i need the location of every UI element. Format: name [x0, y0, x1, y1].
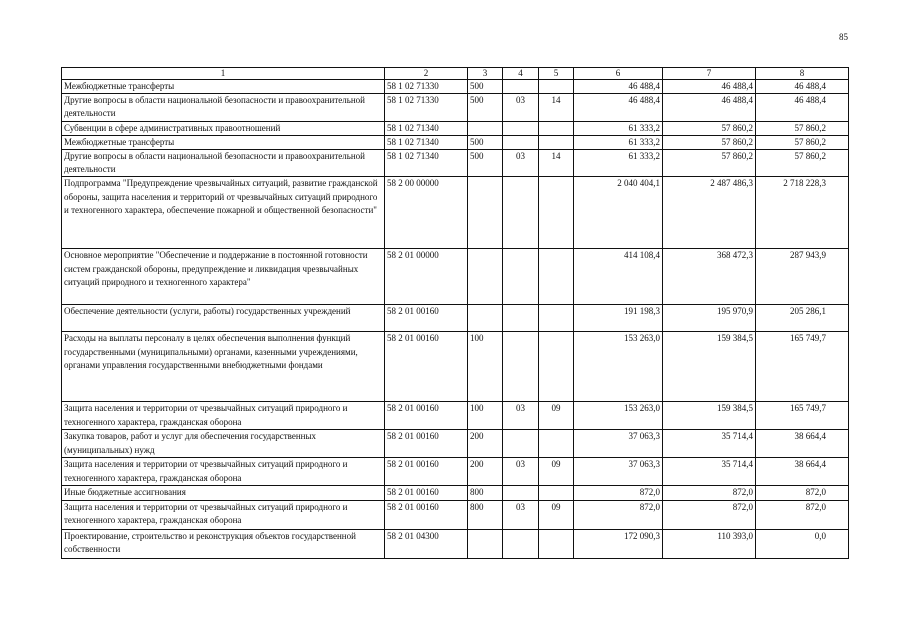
row-value-col8: 872,0 — [756, 486, 849, 500]
row-expense-type: 500 — [468, 80, 503, 94]
row-expense-type — [468, 121, 503, 135]
column-number: 6 — [574, 68, 663, 80]
row-value-col6: 37 063,3 — [574, 430, 663, 458]
row-expense-type: 800 — [468, 486, 503, 500]
row-value-col7: 159 384,5 — [663, 332, 756, 402]
row-name: Основное мероприятие "Обеспечение и поддержание в постоянной готовности систем гражданской обороны, предупреждение и ликвидация чрезвычайных ситуаций природного и техногенного характера" — [62, 249, 385, 305]
row-section — [503, 249, 539, 305]
row-section: 03 — [503, 94, 539, 121]
column-number: 4 — [503, 68, 539, 80]
row-target-code: 58 2 01 00160 — [385, 332, 468, 402]
row-section — [503, 80, 539, 94]
row-subsection: 14 — [539, 94, 574, 121]
row-name: Другие вопросы в области национальной безопасности и правоохранительной деятельности — [62, 150, 385, 177]
row-value-col8: 0,0 — [756, 529, 849, 558]
row-value-col6: 414 108,4 — [574, 249, 663, 305]
row-name: Защита населения и территории от чрезвычайных ситуаций природного и техногенного характера, гражданская оборона — [62, 402, 385, 430]
row-value-col8: 57 860,2 — [756, 135, 849, 149]
row-target-code: 58 1 02 71330 — [385, 94, 468, 121]
row-target-code: 58 2 01 00160 — [385, 486, 468, 500]
row-expense-type: 500 — [468, 94, 503, 121]
row-subsection — [539, 529, 574, 558]
row-subsection — [539, 177, 574, 249]
row-target-code: 58 2 01 00000 — [385, 249, 468, 305]
row-section — [503, 121, 539, 135]
row-target-code: 58 2 01 00160 — [385, 430, 468, 458]
row-value-col6: 172 090,3 — [574, 529, 663, 558]
row-subsection — [539, 486, 574, 500]
column-number: 1 — [62, 68, 385, 80]
row-value-col8: 165 749,7 — [756, 332, 849, 402]
table-row — [62, 529, 849, 558]
row-expense-type — [468, 177, 503, 249]
row-target-code: 58 2 01 00160 — [385, 458, 468, 486]
row-value-col6: 61 333,2 — [574, 121, 663, 135]
row-value-col7: 368 472,3 — [663, 249, 756, 305]
row-value-col7: 57 860,2 — [663, 150, 756, 177]
row-value-col7: 35 714,4 — [663, 430, 756, 458]
row-value-col8: 38 664,4 — [756, 430, 849, 458]
table-row — [62, 150, 849, 177]
table-row — [62, 458, 849, 486]
row-expense-type: 200 — [468, 430, 503, 458]
row-expense-type — [468, 249, 503, 305]
row-target-code: 58 1 02 71340 — [385, 135, 468, 149]
row-subsection — [539, 135, 574, 149]
row-name: Межбюджетные трансферты — [62, 135, 385, 149]
row-target-code: 58 2 01 00160 — [385, 500, 468, 529]
row-name: Проектирование, строительство и реконструкция объектов государственной собственности — [62, 529, 385, 558]
row-value-col8: 57 860,2 — [756, 121, 849, 135]
row-value-col6: 46 488,4 — [574, 94, 663, 121]
row-expense-type: 800 — [468, 500, 503, 529]
row-value-col6: 153 263,0 — [574, 402, 663, 430]
row-value-col8: 287 943,9 — [756, 249, 849, 305]
row-expense-type: 100 — [468, 332, 503, 402]
row-name: Другие вопросы в области национальной безопасности и правоохранительной деятельности — [62, 94, 385, 121]
row-value-col7: 35 714,4 — [663, 458, 756, 486]
page-number: 85 — [839, 32, 848, 42]
row-expense-type — [468, 529, 503, 558]
row-name: Иные бюджетные ассигнования — [62, 486, 385, 500]
row-expense-type: 100 — [468, 402, 503, 430]
row-section: 03 — [503, 150, 539, 177]
table-row — [62, 135, 849, 149]
row-subsection — [539, 332, 574, 402]
row-target-code: 58 2 00 00000 — [385, 177, 468, 249]
row-value-col8: 872,0 — [756, 500, 849, 529]
row-value-col6: 872,0 — [574, 486, 663, 500]
row-value-col8: 2 718 228,3 — [756, 177, 849, 249]
row-section — [503, 430, 539, 458]
row-target-code: 58 1 02 71340 — [385, 121, 468, 135]
row-target-code: 58 2 01 00160 — [385, 402, 468, 430]
budget-table — [61, 67, 849, 559]
row-value-col8: 38 664,4 — [756, 458, 849, 486]
column-number: 7 — [663, 68, 756, 80]
row-name: Обеспечение деятельности (услуги, работы) государственных учреждений — [62, 305, 385, 332]
row-subsection — [539, 430, 574, 458]
row-value-col8: 165 749,7 — [756, 402, 849, 430]
row-subsection: 09 — [539, 500, 574, 529]
column-number: 2 — [385, 68, 468, 80]
row-value-col6: 153 263,0 — [574, 332, 663, 402]
row-value-col7: 46 488,4 — [663, 94, 756, 121]
table-row — [62, 402, 849, 430]
table-row — [62, 80, 849, 94]
row-target-code: 58 1 02 71340 — [385, 150, 468, 177]
row-name: Защита населения и территории от чрезвычайных ситуаций природного и техногенного характера, гражданская оборона — [62, 458, 385, 486]
table-row — [62, 332, 849, 402]
row-value-col7: 57 860,2 — [663, 135, 756, 149]
row-subsection: 09 — [539, 458, 574, 486]
row-name: Защита населения и территории от чрезвычайных ситуаций природного и техногенного характера, гражданская оборона — [62, 500, 385, 529]
row-expense-type — [468, 305, 503, 332]
row-name: Расходы на выплаты персоналу в целях обеспечения выполнения функций государственными (муниципальными) органами, казенными учреждениями, органами управления государственными внебюджетными фондами — [62, 332, 385, 402]
row-value-col6: 872,0 — [574, 500, 663, 529]
row-section — [503, 135, 539, 149]
column-number: 8 — [756, 68, 849, 80]
row-section — [503, 177, 539, 249]
table-row — [62, 305, 849, 332]
row-section: 03 — [503, 402, 539, 430]
row-section: 03 — [503, 500, 539, 529]
table-row — [62, 94, 849, 121]
table-row — [62, 430, 849, 458]
row-subsection — [539, 121, 574, 135]
row-section — [503, 305, 539, 332]
row-expense-type: 500 — [468, 135, 503, 149]
row-subsection — [539, 249, 574, 305]
row-value-col8: 205 286,1 — [756, 305, 849, 332]
row-expense-type: 500 — [468, 150, 503, 177]
row-target-code: 58 1 02 71330 — [385, 80, 468, 94]
row-value-col8: 46 488,4 — [756, 94, 849, 121]
row-value-col7: 2 487 486,3 — [663, 177, 756, 249]
table-row — [62, 500, 849, 529]
table-row — [62, 486, 849, 500]
column-number: 3 — [468, 68, 503, 80]
row-subsection — [539, 80, 574, 94]
row-value-col7: 872,0 — [663, 486, 756, 500]
row-value-col6: 46 488,4 — [574, 80, 663, 94]
row-value-col6: 2 040 404,1 — [574, 177, 663, 249]
row-section: 03 — [503, 458, 539, 486]
column-number-row — [62, 68, 849, 80]
row-name: Межбюджетные трансферты — [62, 80, 385, 94]
row-value-col7: 57 860,2 — [663, 121, 756, 135]
row-subsection — [539, 305, 574, 332]
row-value-col7: 872,0 — [663, 500, 756, 529]
table-row — [62, 249, 849, 305]
row-name: Закупка товаров, работ и услуг для обеспечения государственных (муниципальных) нужд — [62, 430, 385, 458]
row-value-col7: 159 384,5 — [663, 402, 756, 430]
row-expense-type: 200 — [468, 458, 503, 486]
row-subsection: 14 — [539, 150, 574, 177]
row-value-col7: 195 970,9 — [663, 305, 756, 332]
row-target-code: 58 2 01 00160 — [385, 305, 468, 332]
row-section — [503, 529, 539, 558]
row-name: Подпрограмма "Предупреждение чрезвычайных ситуаций, развитие гражданской обороны, защита населения и территорий от чрезвычайных ситуаций природного и техногенного характера, обеспечение пожарной и общественной безопасности" — [62, 177, 385, 249]
row-value-col7: 46 488,4 — [663, 80, 756, 94]
column-number: 5 — [539, 68, 574, 80]
row-section — [503, 486, 539, 500]
row-value-col6: 61 333,2 — [574, 150, 663, 177]
row-value-col7: 110 393,0 — [663, 529, 756, 558]
row-target-code: 58 2 01 04300 — [385, 529, 468, 558]
row-subsection: 09 — [539, 402, 574, 430]
row-value-col8: 57 860,2 — [756, 150, 849, 177]
row-name: Субвенции в сфере административных правоотношений — [62, 121, 385, 135]
table-row — [62, 121, 849, 135]
row-value-col6: 61 333,2 — [574, 135, 663, 149]
row-value-col6: 191 198,3 — [574, 305, 663, 332]
row-value-col6: 37 063,3 — [574, 458, 663, 486]
row-value-col8: 46 488,4 — [756, 80, 849, 94]
row-section — [503, 332, 539, 402]
table-row — [62, 177, 849, 249]
